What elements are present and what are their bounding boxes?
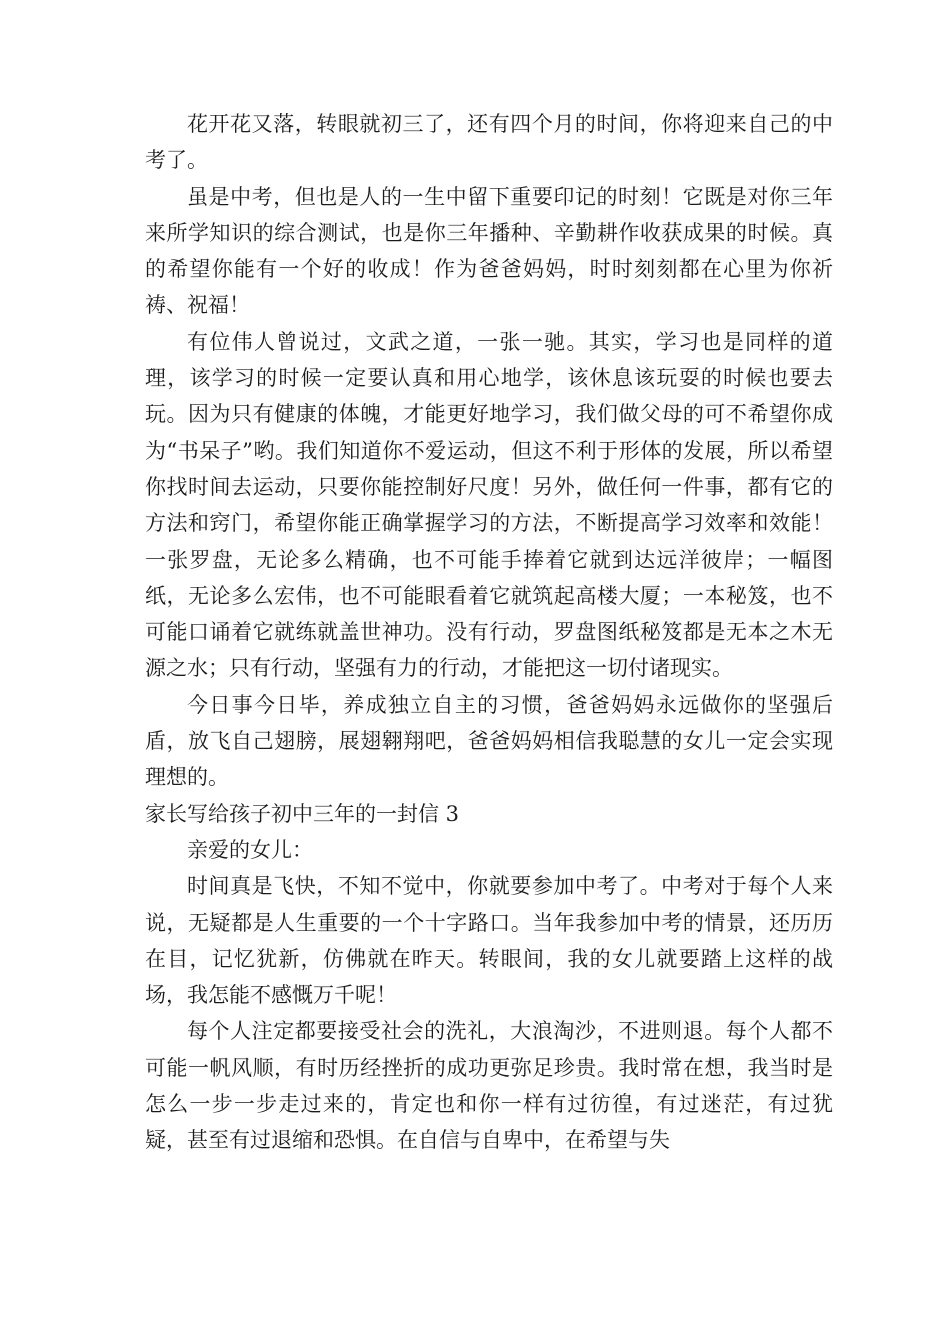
paragraph-life-baptism: 每个人注定都要接受社会的洗礼，大浪淘沙，不进则退。每个人都不可能一帆风顺，有时历经挫折的成功更弥足珍贵。我时常在想，我当时是怎么一步一步走过来的，肯定也和你一样有过彷徨，有过迷茫，有过犹疑，甚至有过退缩和恐惧。在自信与自卑中，在希望与失 <box>145 1019 833 1153</box>
letter-salutation: 亲爱的女儿： <box>187 837 313 862</box>
paragraph-exam-countdown: 花开花又落，转眼就初三了，还有四个月的时间，你将迎来自己的中考了。 <box>145 112 833 173</box>
section-title: 家长写给孩子初中三年的一封信 3 <box>145 801 460 826</box>
paragraph-study-and-rest: 有位伟人曾说过，文武之道，一张一驰。其实，学习也是同样的道理，该学习的时候一定要认真和用心地学，该休息该玩耍的时候也要去玩。因为只有健康的体魄，才能更好地学习，我们做父母的可不希望你成为“书呆子”哟。我们知道你不爱运动，但这不利于形体的发展，所以希望你找时间去运动，只要你能控制好尺度！另外，做任何一件事，都有它的方法和窍门，希望你能正确掌握学习的方法，不断提高学习效率和效能！一张罗盘，无论多么精确，也不可能手捧着它就到达远洋彼岸；一幅图纸，无论多么宏伟，也不可能眼看着它就筑起高楼大厦；一本秘笈，也不可能口诵着它就练就盖世神功。没有行动，罗盘图纸秘笈都是无本之木无源之水；只有行动，坚强有力的行动，才能把这一切付诸现实。 <box>145 329 833 681</box>
paragraph-time-flies: 时间真是飞快，不知不觉中，你就要参加中考了。中考对于每个人来说，无疑都是人生重要的一个十字路口。当年我参加中考的情景，还历历在目，记忆犹新，仿佛就在昨天。转眼间，我的女儿就要踏上这样的战场，我怎能不感慨万千呢！ <box>145 874 833 1008</box>
paragraph-encouragement: 今日事今日毕，养成独立自主的习惯，爸爸妈妈永远做你的坚强后盾，放飞自己翅膀，展翅翱翔吧，爸爸妈妈相信我聪慧的女儿一定会实现理想的。 <box>145 692 833 790</box>
paragraph-exam-significance: 虽是中考，但也是人的一生中留下重要印记的时刻！它既是对你三年来所学知识的综合测试，也是你三年播种、辛勤耕作收获成果的时候。真的希望你能有一个好的收成！作为爸爸妈妈，时时刻刻都在心里为你祈祷、祝福！ <box>145 184 833 318</box>
document-body <box>145 106 833 1159</box>
